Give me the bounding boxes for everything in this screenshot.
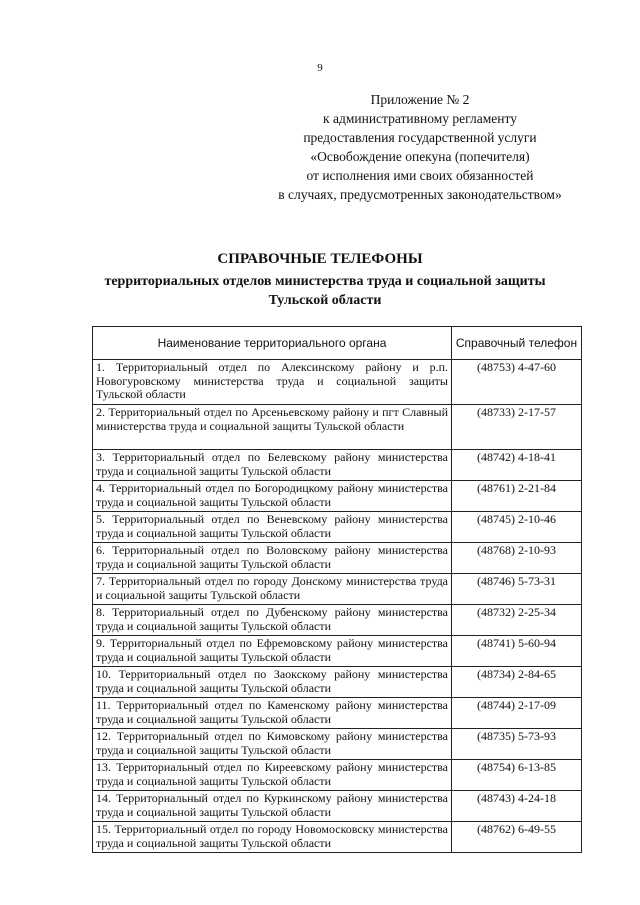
table-row [93, 450, 582, 481]
phone-cell: (48733) 2-17-57 [452, 405, 582, 450]
appendix-line: предоставления государственной услуги [303, 130, 537, 145]
organ-name-cell: 3. Территориальный отдел по Белевскому району министерства труда и социальной защиты Тульской области [93, 450, 452, 481]
appendix-line: в случаях, предусмотренных законодательством» [278, 187, 562, 202]
table-row [93, 729, 582, 760]
appendix-line: к административному регламенту [323, 111, 517, 126]
appendix-header [250, 90, 590, 204]
organ-name-cell: 12. Территориальный отдел по Кимовскому району министерства труда и социальной защиты Тульской области [93, 729, 452, 760]
organ-name-cell: 1. Территориальный отдел по Алексинскому району и р.п. Новогуровскому министерства труда и социальной защиты Тульской области [93, 360, 452, 405]
page-number: 9 [317, 62, 323, 74]
document-subtitle [60, 273, 590, 310]
phone-cell: (48743) 4-24-18 [452, 791, 582, 822]
table-row [93, 360, 582, 405]
organ-name-cell: 13. Территориальный отдел по Киреевскому району министерства труда и социальной защиты Тульской области [93, 760, 452, 791]
organ-name-cell: 15. Территориальный отдел по городу Новомосковску министерства труда и социальной защиты Тульской области [93, 822, 452, 853]
table-row [93, 543, 582, 574]
phone-cell: (48744) 2-17-09 [452, 698, 582, 729]
organ-name-cell: 7. Территориальный отдел по городу Донскому министерства труда и социальной защиты Тульской области [93, 574, 452, 605]
organ-name-cell: 11. Территориальный отдел по Каменскому району министерства труда и социальной защиты Тульской области [93, 698, 452, 729]
table-row [93, 667, 582, 698]
phone-cell: (48735) 5-73-93 [452, 729, 582, 760]
organ-name-cell: 4. Территориальный отдел по Богородицкому району министерства труда и социальной защиты Тульской области [93, 481, 452, 512]
appendix-line: от исполнения ими своих обязанностей [306, 168, 534, 183]
table-row [93, 405, 582, 450]
table-row [93, 822, 582, 853]
document-title: СПРАВОЧНЫЕ ТЕЛЕФОНЫ [217, 251, 423, 267]
organ-name-cell: 9. Территориальный отдел по Ефремовскому району министерства труда и социальной защиты Тульской области [93, 636, 452, 667]
table-header-row [93, 327, 582, 360]
phone-cell: (48742) 4-18-41 [452, 450, 582, 481]
phone-cell: (48754) 6-13-85 [452, 760, 582, 791]
table-row [93, 574, 582, 605]
table-row [93, 791, 582, 822]
table-row [93, 512, 582, 543]
phones-table [92, 326, 582, 853]
phone-cell: (48761) 2-21-84 [452, 481, 582, 512]
table-row [93, 760, 582, 791]
table-row [93, 636, 582, 667]
table-row [93, 605, 582, 636]
subtitle-line: Тульской области [268, 292, 382, 308]
organ-name-cell: 5. Территориальный отдел по Веневскому району министерства труда и социальной защиты Тульской области [93, 512, 452, 543]
appendix-line: Приложение № 2 [370, 92, 470, 107]
phone-cell: (48746) 5-73-31 [452, 574, 582, 605]
organ-name-cell: 2. Территориальный отдел по Арсеньевскому району и пгт Славный министерства труда и социальной защиты Тульской области [93, 405, 452, 450]
column-header-phone: Справочный телефон [452, 327, 582, 360]
phone-cell: (48734) 2-84-65 [452, 667, 582, 698]
phone-cell: (48745) 2-10-46 [452, 512, 582, 543]
phone-cell: (48732) 2-25-34 [452, 605, 582, 636]
organ-name-cell: 10. Территориальный отдел по Заокскому району министерства труда и социальной защиты Тульской области [93, 667, 452, 698]
phone-cell: (48762) 6-49-55 [452, 822, 582, 853]
organ-name-cell: 14. Территориальный отдел по Куркинскому району министерства труда и социальной защиты Тульской области [93, 791, 452, 822]
phone-cell: (48741) 5-60-94 [452, 636, 582, 667]
subtitle-line: территориальных отделов министерства труда и социальной защиты [104, 274, 546, 289]
organ-name-cell: 8. Территориальный отдел по Дубенскому району министерства труда и социальной защиты Тульской области [93, 605, 452, 636]
organ-name-cell: 6. Территориальный отдел по Воловскому району министерства труда и социальной защиты Тульской области [93, 543, 452, 574]
phone-cell: (48753) 4-47-60 [452, 360, 582, 405]
table-row [93, 481, 582, 512]
column-header-organ: Наименование территориального органа [93, 327, 452, 360]
table-row [93, 698, 582, 729]
phone-cell: (48768) 2-10-93 [452, 543, 582, 574]
appendix-line: «Освобождение опекуна (попечителя) [310, 149, 530, 164]
